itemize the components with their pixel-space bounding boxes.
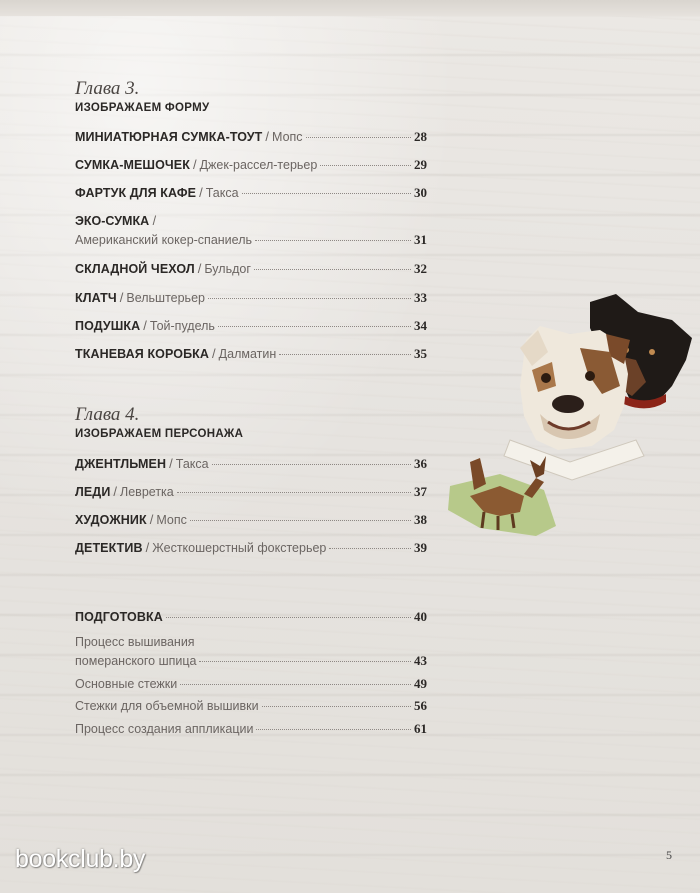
entry-page: 33 bbox=[414, 290, 427, 305]
toc-entry[interactable] bbox=[75, 609, 427, 625]
dot-leader bbox=[279, 354, 411, 355]
toc-entry-title-line[interactable]: Процесс вышивания bbox=[75, 635, 195, 649]
entry-separator: / bbox=[192, 157, 197, 172]
entry-page: 56 bbox=[414, 698, 427, 713]
chapter-3-subtitle: ИЗОБРАЖАЕМ ФОРМУ bbox=[75, 102, 210, 114]
entry-title: МИНИАТЮРНАЯ СУМКА-ТОУТ bbox=[75, 130, 263, 144]
entry-breed: Джек-рассел-терьер bbox=[199, 158, 318, 172]
toc-entry[interactable] bbox=[75, 484, 427, 500]
toc-entry[interactable] bbox=[75, 129, 427, 145]
chapter-4-subtitle: ИЗОБРАЖАЕМ ПЕРСОНАЖА bbox=[75, 428, 244, 440]
dot-leader bbox=[166, 617, 411, 618]
dot-leader bbox=[242, 193, 411, 194]
entry-page: 38 bbox=[414, 512, 427, 527]
dot-leader bbox=[254, 269, 411, 270]
toc-entry-title-line[interactable] bbox=[75, 213, 156, 229]
entry-breed: Мопс bbox=[272, 130, 303, 144]
dot-leader bbox=[190, 520, 411, 521]
entry-title: ПОДУШКА bbox=[75, 319, 141, 333]
toc-entry[interactable] bbox=[75, 290, 427, 306]
toc-entry[interactable] bbox=[75, 157, 427, 173]
entry-title: КЛАТЧ bbox=[75, 291, 117, 305]
dot-leader bbox=[177, 492, 411, 493]
entry-page: 43 bbox=[414, 653, 427, 668]
entry-page: 36 bbox=[414, 456, 427, 471]
entry-title: СУМКА-МЕШОЧЕК bbox=[75, 158, 190, 172]
page-number: 5 bbox=[666, 848, 672, 862]
entry-page: 35 bbox=[414, 346, 427, 361]
chapter-4-heading bbox=[75, 404, 243, 440]
dot-leader bbox=[208, 298, 411, 299]
entry-separator: / bbox=[265, 129, 270, 144]
toc-entry[interactable] bbox=[75, 318, 427, 334]
dot-leader bbox=[306, 137, 411, 138]
entry-page: 32 bbox=[414, 261, 427, 276]
toc-entry[interactable] bbox=[75, 185, 427, 201]
entry-breed: Такса bbox=[175, 457, 209, 471]
entry-separator: / bbox=[113, 484, 118, 499]
entry-page: 28 bbox=[414, 129, 427, 144]
entry-separator: / bbox=[169, 456, 173, 471]
chapter-4-number: Глава 4. bbox=[75, 404, 140, 425]
toc-entry[interactable] bbox=[75, 540, 427, 556]
entry-breed: Бульдог bbox=[204, 262, 251, 276]
entry-title: ДЖЕНТЛЬМЕН bbox=[75, 457, 167, 471]
entry-page: 40 bbox=[414, 609, 427, 624]
entry-separator: / bbox=[197, 261, 202, 276]
toc-entry[interactable] bbox=[75, 698, 427, 714]
chapter-3-heading bbox=[75, 78, 209, 114]
toc-entry[interactable] bbox=[75, 346, 427, 362]
entry-page: 34 bbox=[414, 318, 427, 333]
entry-title: ХУДОЖНИК bbox=[75, 513, 147, 527]
entry-page: 29 bbox=[414, 157, 427, 172]
top-edge bbox=[0, 0, 700, 16]
entry-breed: Левретка bbox=[120, 485, 174, 499]
entry-page: 30 bbox=[414, 185, 427, 200]
entry-breed: Такса bbox=[205, 186, 239, 200]
dot-leader bbox=[329, 548, 411, 549]
dot-leader bbox=[262, 706, 411, 707]
dot-leader bbox=[180, 684, 411, 685]
dot-leader bbox=[212, 464, 411, 465]
toc-entry[interactable] bbox=[75, 653, 427, 669]
entry-breed: померанского шпица bbox=[75, 654, 197, 668]
entry-separator: / bbox=[199, 185, 203, 200]
entry-separator: / bbox=[143, 318, 147, 333]
entry-separator: / bbox=[212, 346, 216, 361]
entry-breed: Основные стежки bbox=[75, 677, 178, 691]
entry-page: 31 bbox=[414, 232, 427, 247]
entry-breed: Той-пудель bbox=[149, 319, 215, 333]
entry-title: ПОДГОТОВКА bbox=[75, 610, 163, 624]
vintage-dogs-illustration bbox=[440, 290, 700, 550]
dot-leader bbox=[199, 661, 411, 662]
entry-title: ТКАНЕВАЯ КОРОБКА bbox=[75, 347, 210, 361]
entry-separator: / bbox=[145, 540, 150, 555]
entry-breed: Стежки для объемной вышивки bbox=[75, 699, 259, 713]
dot-leader bbox=[218, 326, 411, 327]
chapter-3-number: Глава 3. bbox=[75, 78, 140, 99]
entry-title: СКЛАДНОЙ ЧЕХОЛ bbox=[75, 262, 195, 276]
entry-breed: Мопс bbox=[156, 513, 187, 527]
entry-separator: / bbox=[152, 214, 157, 228]
toc-entry[interactable] bbox=[75, 261, 427, 277]
toc-entry[interactable] bbox=[75, 721, 427, 737]
entry-breed: Процесс создания аппликации bbox=[75, 722, 254, 736]
toc-entry[interactable] bbox=[75, 232, 427, 248]
entry-breed: Далматин bbox=[218, 347, 277, 361]
bookclub-watermark: bookclub.by bbox=[15, 845, 146, 873]
entry-page: 37 bbox=[414, 484, 427, 499]
toc-entry[interactable] bbox=[75, 676, 427, 692]
dot-leader bbox=[255, 240, 411, 241]
toc-entry[interactable] bbox=[75, 512, 427, 528]
entry-page: 39 bbox=[414, 540, 427, 555]
entry-title: ФАРТУК ДЛЯ КАФЕ bbox=[75, 186, 197, 200]
entry-title: ДЕТЕКТИВ bbox=[75, 541, 143, 555]
entry-title: ЛЕДИ bbox=[75, 485, 111, 499]
dot-leader bbox=[256, 729, 411, 730]
entry-page: 61 bbox=[414, 721, 427, 736]
entry-separator: / bbox=[119, 290, 124, 305]
entry-breed: Американский кокер-спаниель bbox=[75, 233, 253, 247]
entry-page: 49 bbox=[414, 676, 427, 691]
entry-breed: Вельштерьер bbox=[126, 291, 205, 305]
dot-leader bbox=[320, 165, 411, 166]
entry-separator: / bbox=[149, 512, 154, 527]
entry-breed: Жесткошерстный фокстерьер bbox=[152, 541, 327, 555]
toc-entry[interactable] bbox=[75, 456, 427, 472]
entry-title: ЭКО-СУМКА bbox=[75, 214, 150, 228]
